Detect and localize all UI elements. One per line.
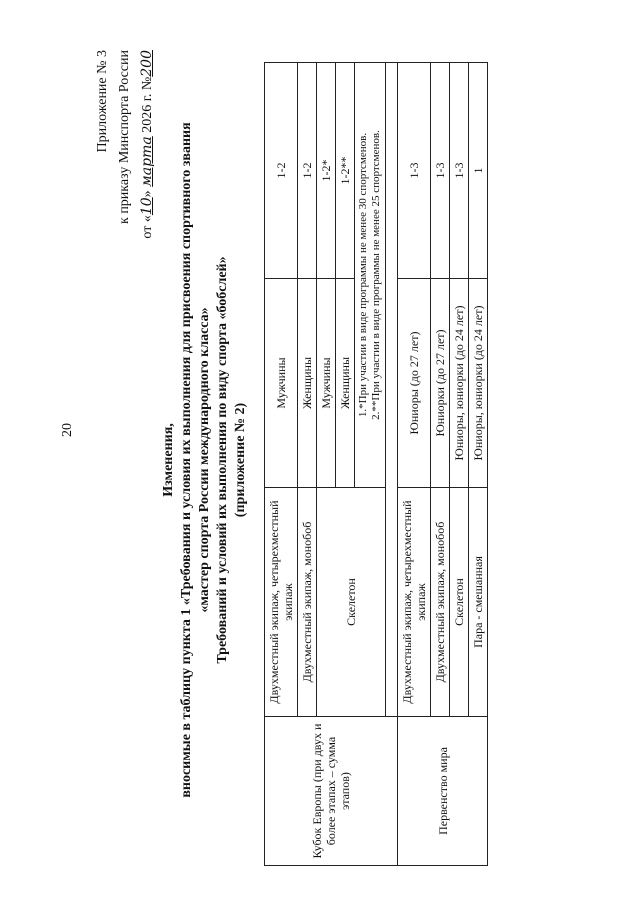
date-prefix: от «: [140, 215, 155, 239]
date-day: 10: [139, 197, 155, 216]
order-number: 200: [139, 50, 155, 77]
place-cell: 1-2*: [317, 63, 336, 279]
place-cell: 1-2: [298, 63, 317, 279]
discipline-cell: Скелетон: [450, 488, 469, 717]
group-cell: Мужчины: [265, 279, 298, 488]
group-cell: Юниоры, юниорки (до 24 лет): [469, 279, 488, 488]
place-cell: 1-2**: [336, 63, 355, 279]
table-row: [265, 63, 298, 866]
title-line-4: Требований и условий их выполнения по виду спорта «бобслей»: [215, 256, 230, 664]
group-cell: Женщины: [298, 279, 317, 488]
date-year: 2026 г. №: [140, 76, 155, 133]
note-2: 2.**При участии в виде программы не менее 25 спортсменов.: [370, 130, 382, 420]
appendix-order-ref: к приказу Минспорта России: [117, 50, 132, 224]
group-cell: Мужчины: [317, 279, 336, 488]
place-cell: 1-3: [450, 63, 469, 279]
title-line-3: «мастер спорта России международного класса»: [197, 307, 212, 613]
competition-cell: Первенство мира: [398, 717, 488, 866]
discipline-cell: Двухместный экипаж, четырехместный экипаж: [265, 488, 298, 717]
spacer-cell: [386, 63, 398, 717]
date-month: марта: [139, 136, 155, 187]
group-cell: Юниорки (до 27 лет): [431, 279, 450, 488]
date-mid: »: [140, 190, 155, 198]
note-1: 1.*При участии в виде программы не менее 30 спортсменов.: [357, 132, 369, 418]
place-cell: 1-3: [431, 63, 450, 279]
place-cell: 1: [469, 63, 488, 279]
rotated-content: [20, 40, 620, 880]
place-cell: 1-2: [265, 63, 298, 279]
requirements-table: [264, 62, 488, 866]
title-line-5: (приложение № 2): [233, 402, 248, 518]
group-cell: Юниоры, юниорки (до 24 лет): [450, 279, 469, 488]
discipline-cell: Двухместный экипаж, четырехместный экипаж: [398, 488, 431, 717]
group-cell: Женщины: [336, 279, 355, 488]
place-cell: 1-3: [398, 63, 431, 279]
page-number: 20: [60, 423, 75, 437]
competition-cell: Кубок Европы (при двух и более этапах – сумма этапов): [265, 717, 398, 866]
group-cell: Юниоры (до 27 лет): [398, 279, 431, 488]
table-row: [398, 63, 431, 866]
discipline-cell: Двухместный экипаж, монобоб: [431, 488, 450, 717]
title-line-1: Изменения,: [161, 423, 176, 497]
appendix-block: [92, 50, 159, 280]
title-line-2: вносимые в таблицу пункта 1 «Требования и условия их выполнения для присвоения спортивного звания: [179, 122, 194, 798]
document-title: [160, 80, 250, 840]
discipline-cell: Пара - смешанная: [469, 488, 488, 717]
discipline-cell: Двухместный экипаж, монобоб: [298, 488, 317, 717]
appendix-title: Приложение № 3: [95, 50, 110, 153]
discipline-cell: Скелетон: [317, 488, 386, 717]
notes-cell: [355, 63, 386, 488]
appendix-date-line: [136, 50, 159, 280]
